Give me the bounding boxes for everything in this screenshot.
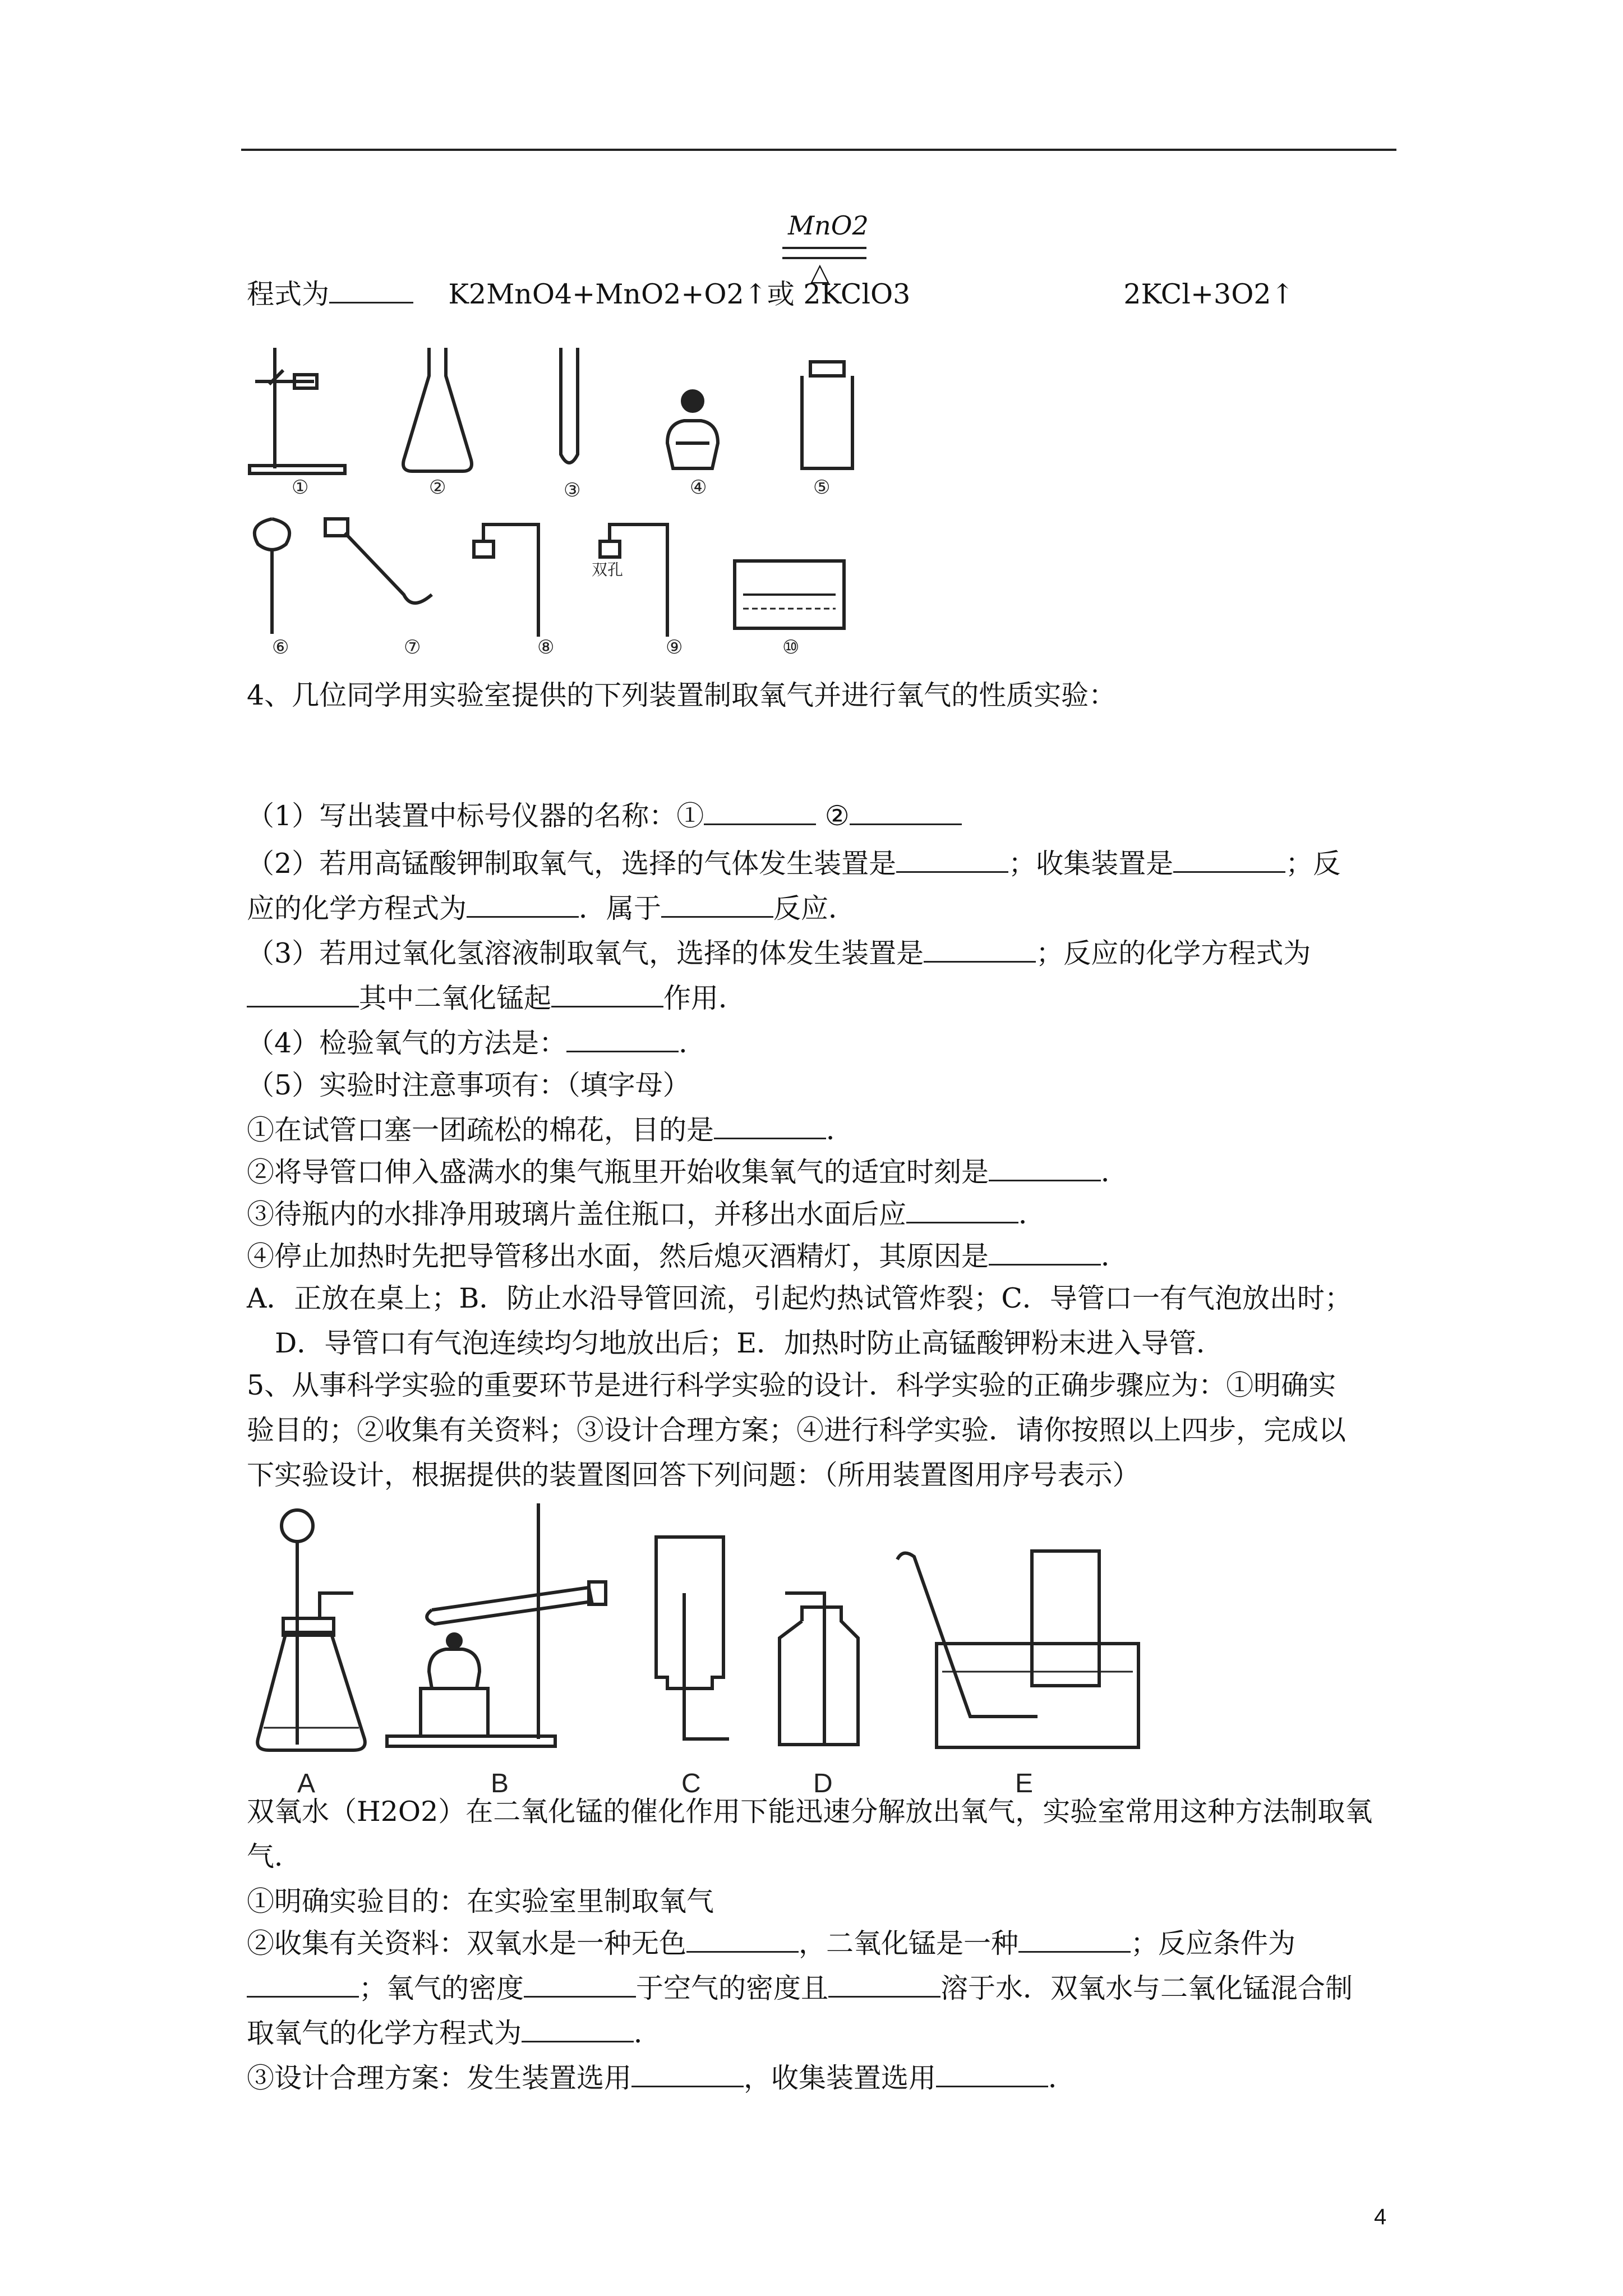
q4-s1a: ①在试管口塞一团疏松的棉花，目的是 bbox=[247, 1114, 714, 1146]
q5-l8b: 于空气的密度且 bbox=[636, 1972, 829, 2004]
alcohol-lamp-icon bbox=[667, 391, 718, 468]
q4-s2a: ②将导管口伸入盛满水的集气瓶里开始收集氧气的适宜时刻是 bbox=[247, 1156, 989, 1188]
q4-s4a: ④停止加热时先把导管移出水面，然后熄灭酒精灯，其原因是 bbox=[247, 1240, 989, 1272]
q4-step1 bbox=[247, 1108, 1396, 1153]
apparatus-figure-1 bbox=[241, 331, 869, 656]
formula-line bbox=[247, 272, 1396, 317]
label-c: C bbox=[681, 1769, 701, 1798]
q4-p2d: 应的化学方程式为 bbox=[247, 892, 467, 924]
q5-line6: ①明确实验目的：在实验室里制取氧气 bbox=[247, 1885, 714, 1917]
reaction-arrow-bars bbox=[782, 247, 866, 259]
label-b: B bbox=[491, 1769, 509, 1798]
apparatus-c-icon bbox=[656, 1537, 729, 1739]
blank bbox=[524, 1972, 636, 1998]
q4-part4 bbox=[247, 1021, 1396, 1066]
blank bbox=[1173, 848, 1285, 873]
water-trough-icon bbox=[735, 561, 844, 628]
q5-l8a: ；氧气的密度 bbox=[359, 1972, 524, 2004]
label-10: ⑩ bbox=[782, 637, 800, 656]
q4-options-2: D．导管口有气泡连续均匀地放出后；E．加热时防止高锰酸钾粉末进入导管． bbox=[275, 1327, 1224, 1359]
q4-p1-text: 写出装置中标号仪器的名称：① bbox=[319, 800, 704, 832]
double-hole-tube-icon bbox=[600, 524, 667, 637]
funnel-icon bbox=[255, 519, 289, 634]
q4-p2a: （2）若用高锰酸钾制取氧气，选择的气体发生装置是 bbox=[247, 848, 897, 880]
q5-l10a: ③设计合理方案：发生装置选用 bbox=[247, 2062, 632, 2094]
bent-tube-icon bbox=[325, 519, 432, 603]
iron-stand-icon bbox=[250, 348, 345, 473]
delivery-tube-icon bbox=[474, 524, 538, 637]
q5-line8 bbox=[247, 1966, 1396, 2011]
test-tube-icon bbox=[561, 348, 578, 463]
row1-labels bbox=[292, 477, 830, 501]
blank bbox=[936, 2062, 1048, 2087]
blank bbox=[329, 273, 413, 303]
q4-part2-line2 bbox=[247, 886, 1396, 931]
formula-left: K2MnO4+MnO2+O2↑或 2KClO3 bbox=[448, 278, 911, 310]
blank bbox=[704, 800, 816, 825]
q5-line3: 下实验设计，根据提供的装置图回答下列问题：（所用装置图用序号表示） bbox=[247, 1459, 1140, 1491]
q4-p3b: ；反应的化学方程式为 bbox=[1036, 937, 1311, 969]
q5-l9a: 取氧气的化学方程式为 bbox=[247, 2017, 522, 2049]
blank bbox=[661, 892, 773, 918]
blank bbox=[566, 1027, 679, 1052]
q5-line4: 双氧水（H2O2）在二氧化锰的催化作用下能迅速分解放出氧气，实验室常用这种方法制取氧 bbox=[247, 1796, 1373, 1828]
q5-l9b: ． bbox=[634, 2017, 662, 2049]
q5-l7c: ；反应条件为 bbox=[1131, 1927, 1296, 1959]
q4-p4a: （4）检验氧气的方法是： bbox=[247, 1027, 567, 1059]
q5-l10c: ． bbox=[1048, 2062, 1076, 2094]
label-8: ⑧ bbox=[537, 637, 555, 656]
blank bbox=[828, 1972, 940, 1998]
blank bbox=[631, 2062, 744, 2087]
label-a: A bbox=[297, 1769, 316, 1798]
catalyst-label bbox=[788, 210, 869, 241]
label-d: D bbox=[813, 1769, 833, 1798]
q4-part3-line1 bbox=[247, 931, 1396, 976]
label-e: E bbox=[1015, 1769, 1034, 1798]
q5-line1: 5、从事科学实验的重要环节是进行科学实验的设计．科学实验的正确步骤应为：①明确实 bbox=[247, 1369, 1336, 1401]
q5-line2: 验目的；②收集有关资料；③设计合理方案；④进行科学实验．请你按照以上四步，完成以 bbox=[247, 1414, 1347, 1446]
q4-part3-line2 bbox=[247, 976, 1396, 1021]
q4-step2 bbox=[247, 1150, 1396, 1195]
gas-jar-icon bbox=[802, 362, 852, 468]
label-5: ⑤ bbox=[813, 477, 831, 498]
header-rule bbox=[241, 149, 1396, 151]
apparatus-a-icon bbox=[257, 1510, 365, 1750]
q5-l7b: ，二氧化锰是一种 bbox=[799, 1927, 1019, 1959]
apparatus-figure-2 bbox=[241, 1503, 1166, 1801]
formula-right: 2KCl+3O2↑ bbox=[1123, 278, 1294, 310]
blank bbox=[551, 982, 663, 1007]
q5-l8c: 溶于水．双氧水与二氧化锰混合制 bbox=[940, 1972, 1353, 2004]
q4-options-1: A．正放在桌上；B．防止水沿导管回流，引起灼热试管炸裂；C．导管口一有气泡放出时； bbox=[247, 1282, 1352, 1314]
label-3: ③ bbox=[564, 480, 581, 501]
blank bbox=[906, 1198, 1018, 1223]
label-1: ① bbox=[292, 477, 309, 498]
q4-part2-line1 bbox=[247, 841, 1396, 886]
blank bbox=[247, 982, 359, 1007]
blank bbox=[467, 892, 579, 918]
q4-s1b: ． bbox=[826, 1114, 854, 1146]
heat-symbol: △ bbox=[810, 258, 829, 287]
q4-p3d: 作用． bbox=[663, 982, 746, 1014]
q4-s3b: ． bbox=[1018, 1198, 1046, 1230]
label-2: ② bbox=[429, 477, 446, 498]
double-hole-note: 双孔 bbox=[592, 561, 624, 578]
q4-p2b: ；收集装置是 bbox=[1008, 848, 1174, 880]
q5-line5: 气． bbox=[247, 1841, 302, 1872]
q4-p1b: ② bbox=[824, 800, 850, 832]
blank bbox=[1018, 1927, 1131, 1953]
blank bbox=[989, 1240, 1101, 1266]
apparatus-e-icon bbox=[897, 1551, 1138, 1747]
q4-p4b: ． bbox=[679, 1027, 707, 1059]
apparatus-d-icon bbox=[780, 1593, 858, 1745]
label-4: ④ bbox=[690, 477, 707, 498]
q4-s3a: ③待瓶内的水排净用玻璃片盖住瓶口，并移出水面后应 bbox=[247, 1198, 907, 1230]
q4-p3c: 其中二氧化锰起 bbox=[359, 982, 552, 1014]
q5-l7a: ②收集有关资料：双氧水是一种无色 bbox=[247, 1927, 687, 1959]
blank bbox=[247, 1972, 359, 1998]
formula-prefix: 程式为 bbox=[247, 278, 330, 310]
blank bbox=[896, 848, 1008, 873]
blank bbox=[924, 937, 1036, 963]
q4-part5: （5）实验时注意事项有：（填字母） bbox=[247, 1069, 690, 1101]
q5-line7 bbox=[247, 1921, 1396, 1966]
q4-p3a: （3）若用过氧化氢溶液制取氧气，选择的体发生装置是 bbox=[247, 937, 924, 969]
q5-line9 bbox=[247, 2011, 1396, 2056]
blank bbox=[686, 1927, 799, 1953]
q4-p2c: ；反 bbox=[1285, 848, 1341, 880]
label-7: ⑦ bbox=[404, 637, 421, 656]
q4-part1: （1）写出装置中标号仪器的名称：① ② bbox=[247, 794, 1396, 839]
blank bbox=[850, 800, 962, 825]
blank bbox=[522, 2017, 634, 2042]
page-number: 4 bbox=[1374, 2205, 1387, 2229]
blank bbox=[989, 1156, 1101, 1181]
label-6: ⑥ bbox=[272, 637, 289, 656]
q4-title: 4、几位同学用实验室提供的下列装置制取氧气并进行氧气的性质实验： bbox=[247, 679, 1117, 711]
q5-line10 bbox=[247, 2056, 1396, 2101]
q4-p2e: ．属于 bbox=[579, 892, 662, 924]
q4-step3 bbox=[247, 1192, 1396, 1237]
catalyst-text: MnO2 bbox=[788, 210, 869, 241]
q5-l10b: ，收集装置选用 bbox=[744, 2062, 937, 2094]
apparatus-b-icon bbox=[387, 1503, 606, 1746]
q4-s2b: ． bbox=[1101, 1156, 1129, 1188]
row2-labels bbox=[272, 637, 799, 656]
q4-p2f: 反应． bbox=[773, 892, 856, 924]
blank bbox=[714, 1114, 826, 1139]
conical-flask-icon bbox=[403, 348, 472, 471]
q4-s4b: ． bbox=[1101, 1240, 1129, 1272]
q4-step4 bbox=[247, 1234, 1396, 1279]
label-9: ⑨ bbox=[666, 637, 683, 656]
